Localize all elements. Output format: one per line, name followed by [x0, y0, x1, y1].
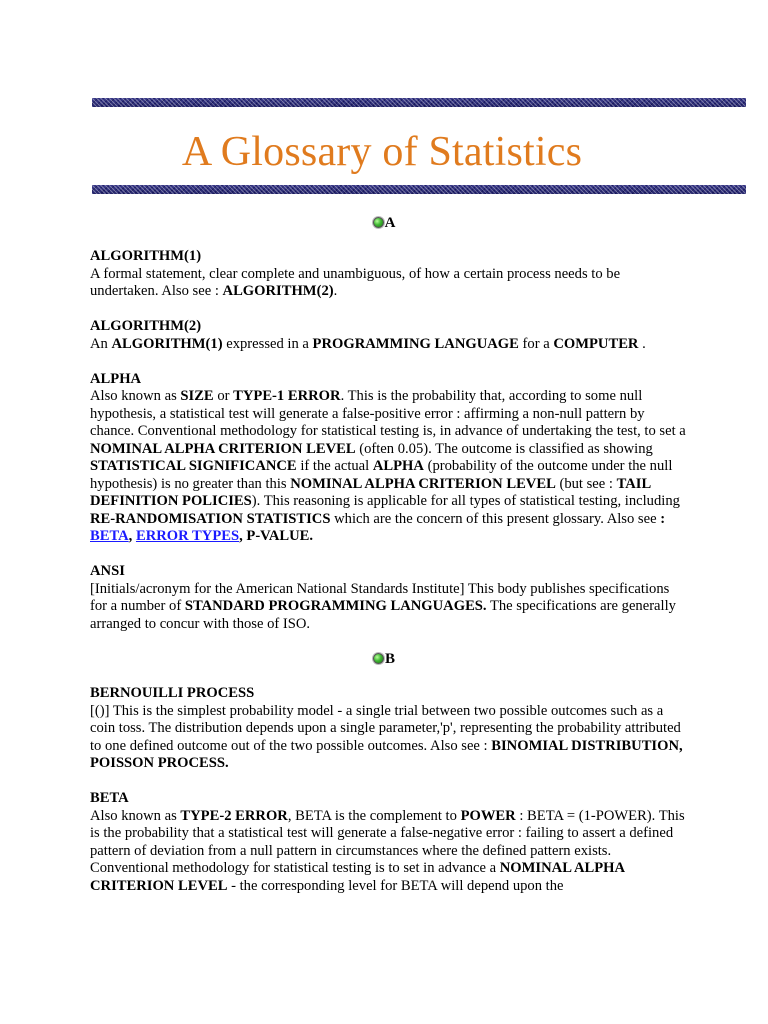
entry-term: BETA [90, 790, 129, 806]
section-heading-b[interactable] [0, 650, 768, 668]
glossary-entry-alpha [90, 371, 686, 546]
link-beta[interactable]: BETA [90, 528, 129, 544]
entry-term: ALPHA [90, 370, 142, 387]
decorative-rule-bottom [92, 185, 746, 194]
green-bullet-icon [373, 653, 384, 664]
entry-definition: A formal statement, clear complete and unambiguous, of how a certain process needs to be undertaken. Also see : ALGORITHM(2). [90, 265, 621, 299]
section-letter: A [384, 215, 396, 231]
page-title: A Glossary of Statistics [181, 129, 583, 175]
entry-term: BERNOUILLI PROCESS [90, 685, 255, 701]
entry-definition: [Initials/acronym for the American National Standards Institute] This body publishes specifications for a number of STANDARD PROGRAMMING LANGUAGES. The specifications are generally arranged to concur with those of ISO. [90, 580, 676, 632]
entry-definition: Also known as TYPE-2 ERROR, BETA is the complement to POWER : BETA = (1-POWER). This is the probability that a statistical test will generate a false-negative error : failing to assert a defined pattern of deviation from a null pattern in circumstances where the defined pattern exists. Conventional methodology for statistical testing is to set in advance a NOMINAL ALPHA CRITERION LEVEL - the corresponding level for BETA will depend upon the [90, 807, 685, 894]
glossary-entry-algorithm-2 [90, 318, 686, 353]
entries-section-a [90, 248, 686, 633]
entry-definition: An ALGORITHM(1) expressed in a PROGRAMMING LANGUAGE for a COMPUTER . [90, 335, 646, 352]
entry-term: ALGORITHM(1) [90, 248, 202, 264]
glossary-entry-bernouilli-process [90, 685, 686, 773]
section-heading-a[interactable] [0, 214, 768, 232]
entry-definition: Also known as SIZE or TYPE-1 ERROR. This is the probability that, according to some null hypothesis, a statistical test will generate a false-positive error : affirming a non-null pattern by chance. Conventional methodology for statistical testing is, in advance of undertaking the test, to set a NOMINAL ALPHA CRITERION LEVEL (often 0.05). The outcome is classified as showing STATISTICAL SIGNIFICANCE if the actual ALPHA (probability of the outcome under the null hypothesis) is no greater than this NOMINAL ALPHA CRITERION LEVEL (but see : TAIL DEFINITION POLICIES). This reasoning is applicable for all types of statistical testing, including RE-RANDOMISATION STATISTICS which are the concern of this present glossary. Also see : BETA, ERROR TYPES, P-VALUE. [90, 388, 686, 544]
decorative-rule-top [92, 98, 746, 107]
entry-term: ANSI [90, 563, 125, 579]
glossary-entry-algorithm-1 [90, 248, 686, 301]
green-bullet-icon [373, 217, 384, 228]
section-letter: B [384, 651, 395, 667]
link-error-types[interactable]: ERROR TYPES [135, 528, 240, 544]
entries-section-b [90, 685, 686, 895]
glossary-entry-ansi [90, 563, 686, 633]
entry-definition: [()] This is the simplest probability model - a single trial between two possible outcomes such as a coin toss. The distribution depends upon a single parameter,'p', representing the probability attributed to one defined outcome out of the two possible outcomes. Also see : BINOMIAL DISTRIBUTION, POISSON PROCESS. [90, 702, 683, 771]
glossary-entry-beta [90, 790, 686, 895]
entry-term: ALGORITHM(2) [90, 318, 202, 334]
